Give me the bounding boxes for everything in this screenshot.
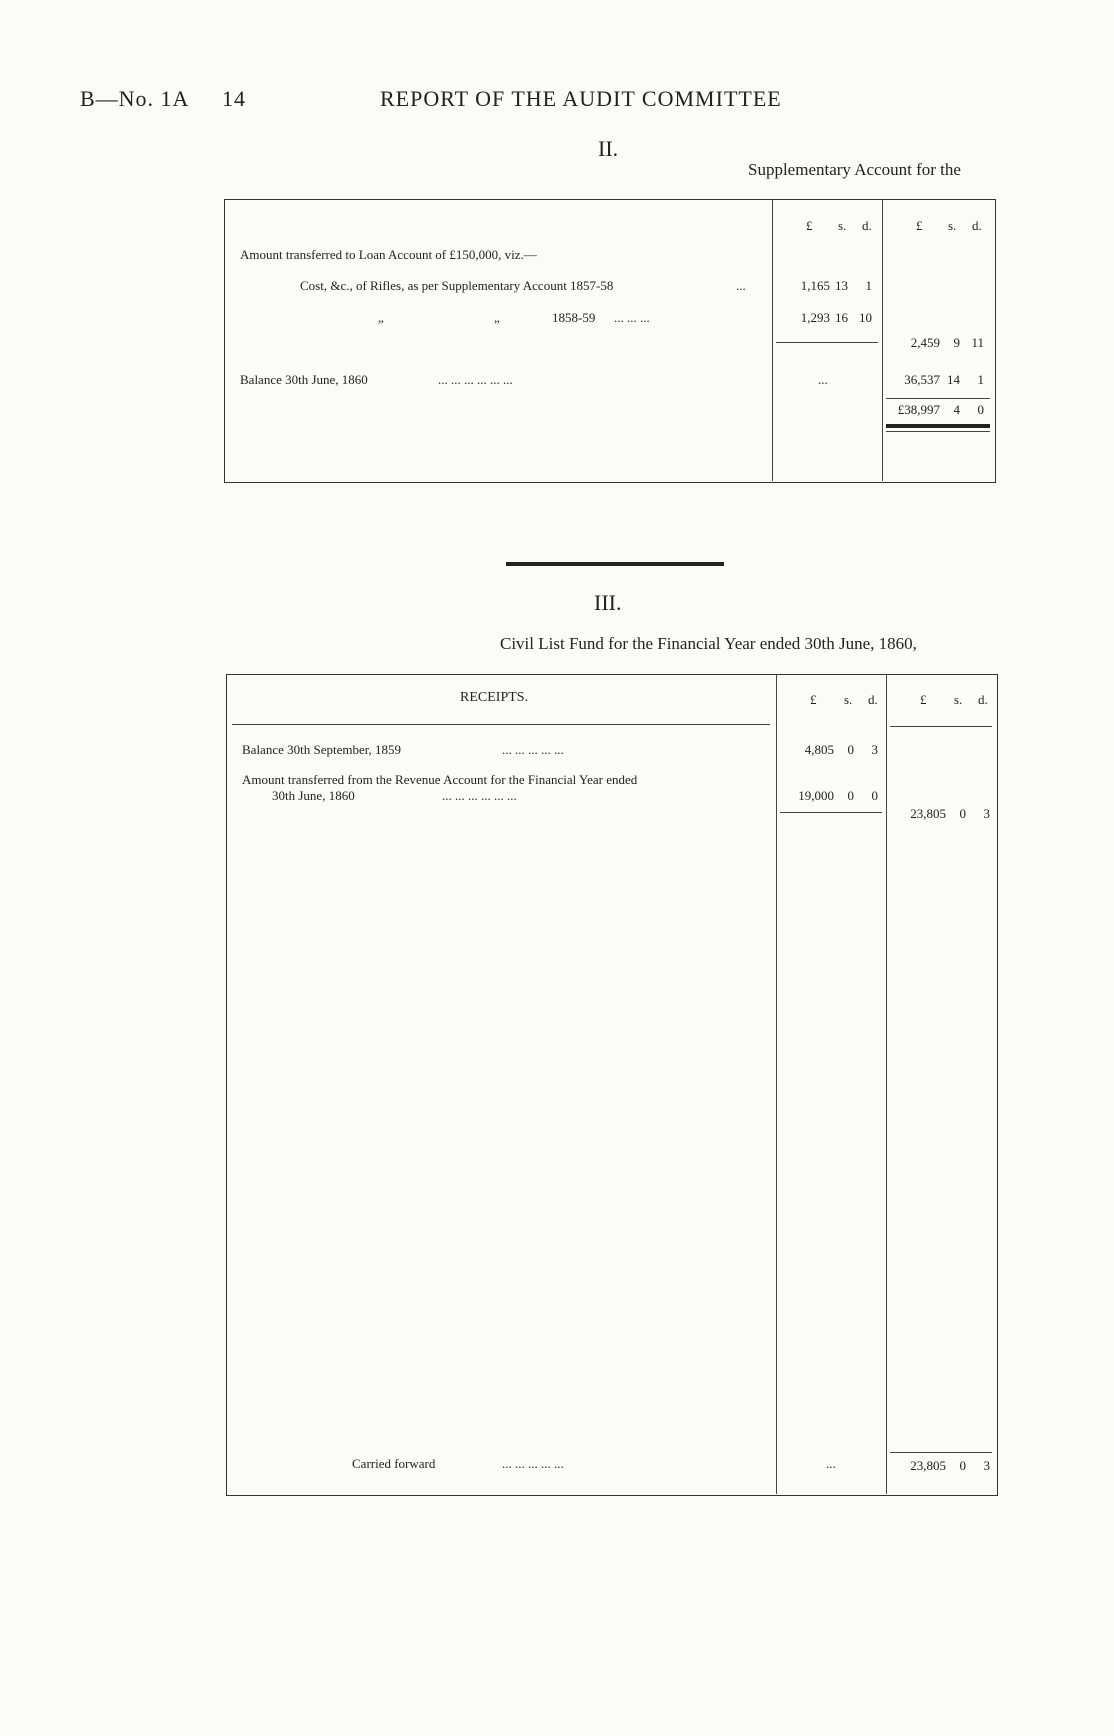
total-pounds: 23,805 [910, 806, 946, 821]
section-separator [506, 562, 724, 566]
section3-row-label: Balance 30th September, 1859 [242, 742, 402, 757]
total-shillings: 14 [947, 372, 960, 387]
page-number: 14 [222, 86, 246, 111]
section3-head-shillings-1: s. [844, 692, 853, 707]
total-pence: 3 [983, 806, 990, 821]
section2-head-shillings-2: s. [948, 218, 957, 233]
grand-total-pounds: £38,997 [897, 402, 940, 417]
amount-pounds: 1,165 [800, 278, 830, 293]
section3-numeral: III. [594, 590, 622, 615]
amount-pounds: 19,000 [798, 788, 834, 803]
amount-shillings: 0 [847, 788, 854, 803]
section3-heading-rule [232, 724, 770, 725]
leader-dots: ... [826, 1456, 836, 1471]
section2-row-label: Cost, &c., of Rifles, as per Supplementary Account 1857-58 [300, 278, 614, 293]
section3-caption: Civil List Fund for the Financial Year ended 30th June, 1860, [500, 634, 917, 653]
leader-dots: ... [818, 372, 828, 387]
amount-pence: 0 [871, 788, 878, 803]
amount-shillings: 16 [835, 310, 848, 325]
total-pence: 11 [971, 335, 984, 350]
section3-divider-1 [776, 675, 777, 1494]
total-pounds: 36,537 [904, 372, 940, 387]
leader-dots: ... ... ... [614, 310, 650, 325]
section2-double-rule [886, 424, 990, 428]
section3-head-shillings-2: s. [954, 692, 963, 707]
leader-dots: ... ... ... ... ... [502, 742, 564, 757]
leader-dots: ... ... ... ... ... [502, 1456, 564, 1471]
section2-row-label: Amount transferred to Loan Account of £150,000, viz.— [240, 247, 537, 262]
section3-head-pence-2: d. [978, 692, 988, 707]
section3-divider-2 [886, 675, 887, 1494]
section2-divider-1 [772, 200, 773, 481]
section2-numeral: II. [598, 136, 619, 161]
amount-shillings: 13 [835, 278, 848, 293]
section2-row-label: Balance 30th June, 1860 [240, 372, 368, 387]
section2-head-pounds-2: £ [916, 218, 923, 233]
section3-carried-rule [890, 1452, 992, 1453]
amount-pounds: 1,293 [800, 310, 830, 325]
section3-head-pounds-1: £ [810, 692, 817, 707]
section2-head-pence-1: d. [862, 218, 872, 233]
ditto-mark: „ [494, 310, 500, 325]
page-ref: B—No. 1A [80, 86, 190, 111]
section3-head-pounds-2: £ [920, 692, 927, 707]
leader-dots: ... ... ... ... ... ... [442, 788, 517, 803]
ditto-mark: „ [378, 310, 384, 325]
total-pence: 1 [977, 372, 984, 387]
section2-head-pounds-1: £ [806, 218, 813, 233]
grand-total-shillings: 4 [953, 402, 960, 417]
amount-pounds: 4,805 [804, 742, 834, 757]
leader-dots: ... ... ... ... ... ... [438, 372, 513, 387]
section3-heading: RECEIPTS. [460, 690, 529, 705]
section2-caption: Supplementary Account for the [748, 160, 961, 179]
section2-head-shillings-1: s. [838, 218, 847, 233]
section2-subtotal-rule [776, 342, 878, 343]
carried-total-pence: 3 [983, 1458, 990, 1473]
grand-total-pence: 0 [977, 402, 984, 417]
section2-row-label: 1858-59 [552, 310, 596, 325]
page-title: REPORT OF THE AUDIT COMMITTEE [380, 86, 782, 111]
carried-total-pounds: 23,805 [910, 1458, 946, 1473]
total-shillings: 0 [959, 806, 966, 821]
total-shillings: 9 [953, 335, 960, 350]
section2-total-rule [886, 398, 990, 399]
section3-total-head-rule [890, 726, 992, 727]
amount-pence: 3 [871, 742, 878, 757]
carried-total-shillings: 0 [959, 1458, 966, 1473]
leader-dots: ... [736, 278, 746, 293]
carried-forward-label: Carried forward [352, 1456, 436, 1471]
amount-pence: 1 [865, 278, 872, 293]
amount-shillings: 0 [847, 742, 854, 757]
section2-double-rule-lower [886, 431, 990, 432]
total-pounds: 2,459 [910, 335, 940, 350]
section3-row-label: Amount transferred from the Revenue Account for the Financial Year ended [242, 772, 638, 787]
amount-pence: 10 [859, 310, 872, 325]
section3-head-pence-1: d. [868, 692, 878, 707]
section2-head-pence-2: d. [972, 218, 982, 233]
section3-subtotal-rule [780, 812, 882, 813]
section3-row-label-cont: 30th June, 1860 [272, 788, 355, 803]
